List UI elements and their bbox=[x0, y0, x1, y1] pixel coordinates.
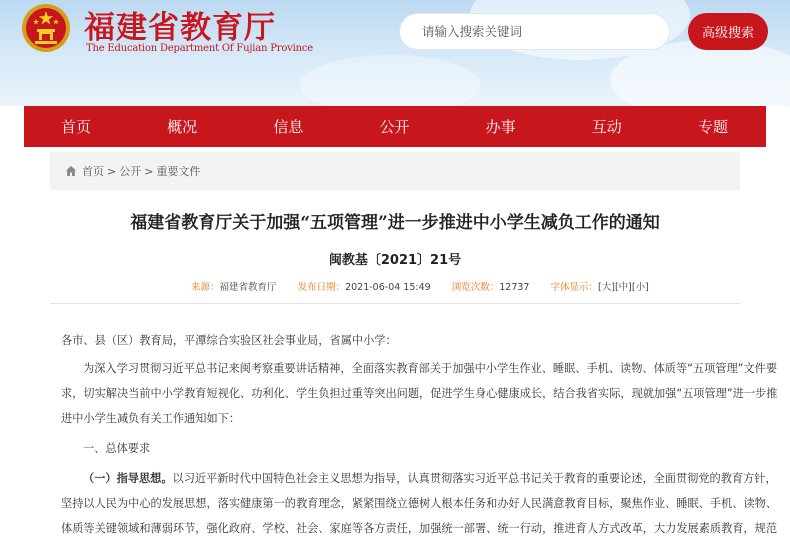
breadcrumb-separator: > bbox=[107, 164, 117, 178]
national-emblem-icon[interactable] bbox=[21, 3, 71, 53]
divider bbox=[50, 303, 740, 304]
search-input[interactable] bbox=[400, 14, 669, 49]
breadcrumb bbox=[50, 152, 740, 190]
views-label: 浏览次数： bbox=[451, 282, 500, 293]
cloud-decoration bbox=[300, 55, 480, 106]
guiding-paragraph bbox=[83, 470, 777, 486]
nav-item-home[interactable]: 首页 bbox=[61, 118, 92, 136]
advanced-search-button[interactable]: 高级搜索 bbox=[688, 13, 768, 50]
nav-item-services[interactable]: 办事 bbox=[485, 118, 516, 136]
nav-item-overview[interactable]: 概况 bbox=[167, 118, 198, 136]
intro-line: 求，切实解决当前中小学教育短视化、功利化、学生负担过重等突出问题，促进学生身心健康成长，结合我省实际，现就加强“五项管理”进一步推 bbox=[61, 387, 778, 400]
date-label: 发布日期： bbox=[297, 282, 346, 293]
nav-item-disclosure[interactable]: 公开 bbox=[379, 118, 410, 136]
guiding-line: 体质等关键领域和薄弱环节，强化政府、学校、社会、家庭等各方责任，加强统一部署、统一行动，推进育人方式改革，大力发展素质教育，规范 bbox=[61, 522, 778, 535]
guiding-line: 坚持以人民为中心的发展思想，落实健康第一的教育理念，紧紧围绕立德树人根本任务和办好人民满意教育目标，聚焦作业、睡眠、手机、读物、 bbox=[61, 497, 778, 510]
views-value: 12737 bbox=[499, 282, 530, 293]
font-size-label: 字体显示： bbox=[550, 282, 599, 293]
greeting: 各市、县（区）教育局，平潭综合实验区社会事业局，省属中小学： bbox=[61, 334, 397, 347]
search-box bbox=[399, 13, 670, 50]
source-label: 来源： bbox=[191, 282, 220, 293]
article-title: 福建省教育厅关于加强“五项管理”进一步推进中小学生减负工作的通知 bbox=[130, 213, 660, 233]
guiding-line: 以习近平新时代中国特色社会主义思想为指导，认真贯彻落实习近平总书记关于教育的重要论述，全面贯彻党的教育方针， bbox=[172, 472, 777, 485]
site-subtitle: The Education Department Of Fujian Province bbox=[86, 43, 313, 54]
font-large-button[interactable]: [大] bbox=[598, 282, 615, 293]
guiding-label: （一）指导思想。 bbox=[83, 472, 173, 485]
breadcrumb-separator: > bbox=[144, 164, 154, 178]
section-heading: 一、总体要求 bbox=[83, 442, 151, 455]
font-medium-button[interactable]: [中] bbox=[614, 282, 632, 293]
main-nav bbox=[24, 106, 766, 147]
breadcrumb-important-docs[interactable]: 重要文件 bbox=[156, 165, 201, 178]
home-icon bbox=[65, 165, 77, 177]
site-header bbox=[0, 0, 790, 106]
source-value: 福建省教育厅 bbox=[219, 282, 277, 293]
nav-item-interaction[interactable]: 互动 bbox=[591, 118, 622, 136]
breadcrumb-home[interactable]: 首页 bbox=[82, 165, 104, 178]
date-value: 2021-06-04 15:49 bbox=[345, 282, 431, 293]
article-meta bbox=[191, 279, 649, 293]
nav-item-topics[interactable]: 专题 bbox=[697, 118, 728, 136]
font-small-button[interactable]: [小] bbox=[631, 282, 649, 293]
intro-line: 进中小学生减负有关工作通知如下： bbox=[61, 412, 241, 425]
site-title[interactable]: 福建省教育厅 bbox=[84, 10, 276, 46]
intro-line: 为深入学习贯彻习近平总书记来闽考察重要讲话精神，全面落实教育部关于加强中小学生作业、睡眠、手机、读物、体质等“五项管理”文件要 bbox=[83, 362, 778, 375]
document-number: 闽教基〔2021〕21号 bbox=[328, 253, 462, 268]
nav-item-info[interactable]: 信息 bbox=[273, 118, 304, 136]
breadcrumb-disclosure[interactable]: 公开 bbox=[119, 165, 142, 178]
